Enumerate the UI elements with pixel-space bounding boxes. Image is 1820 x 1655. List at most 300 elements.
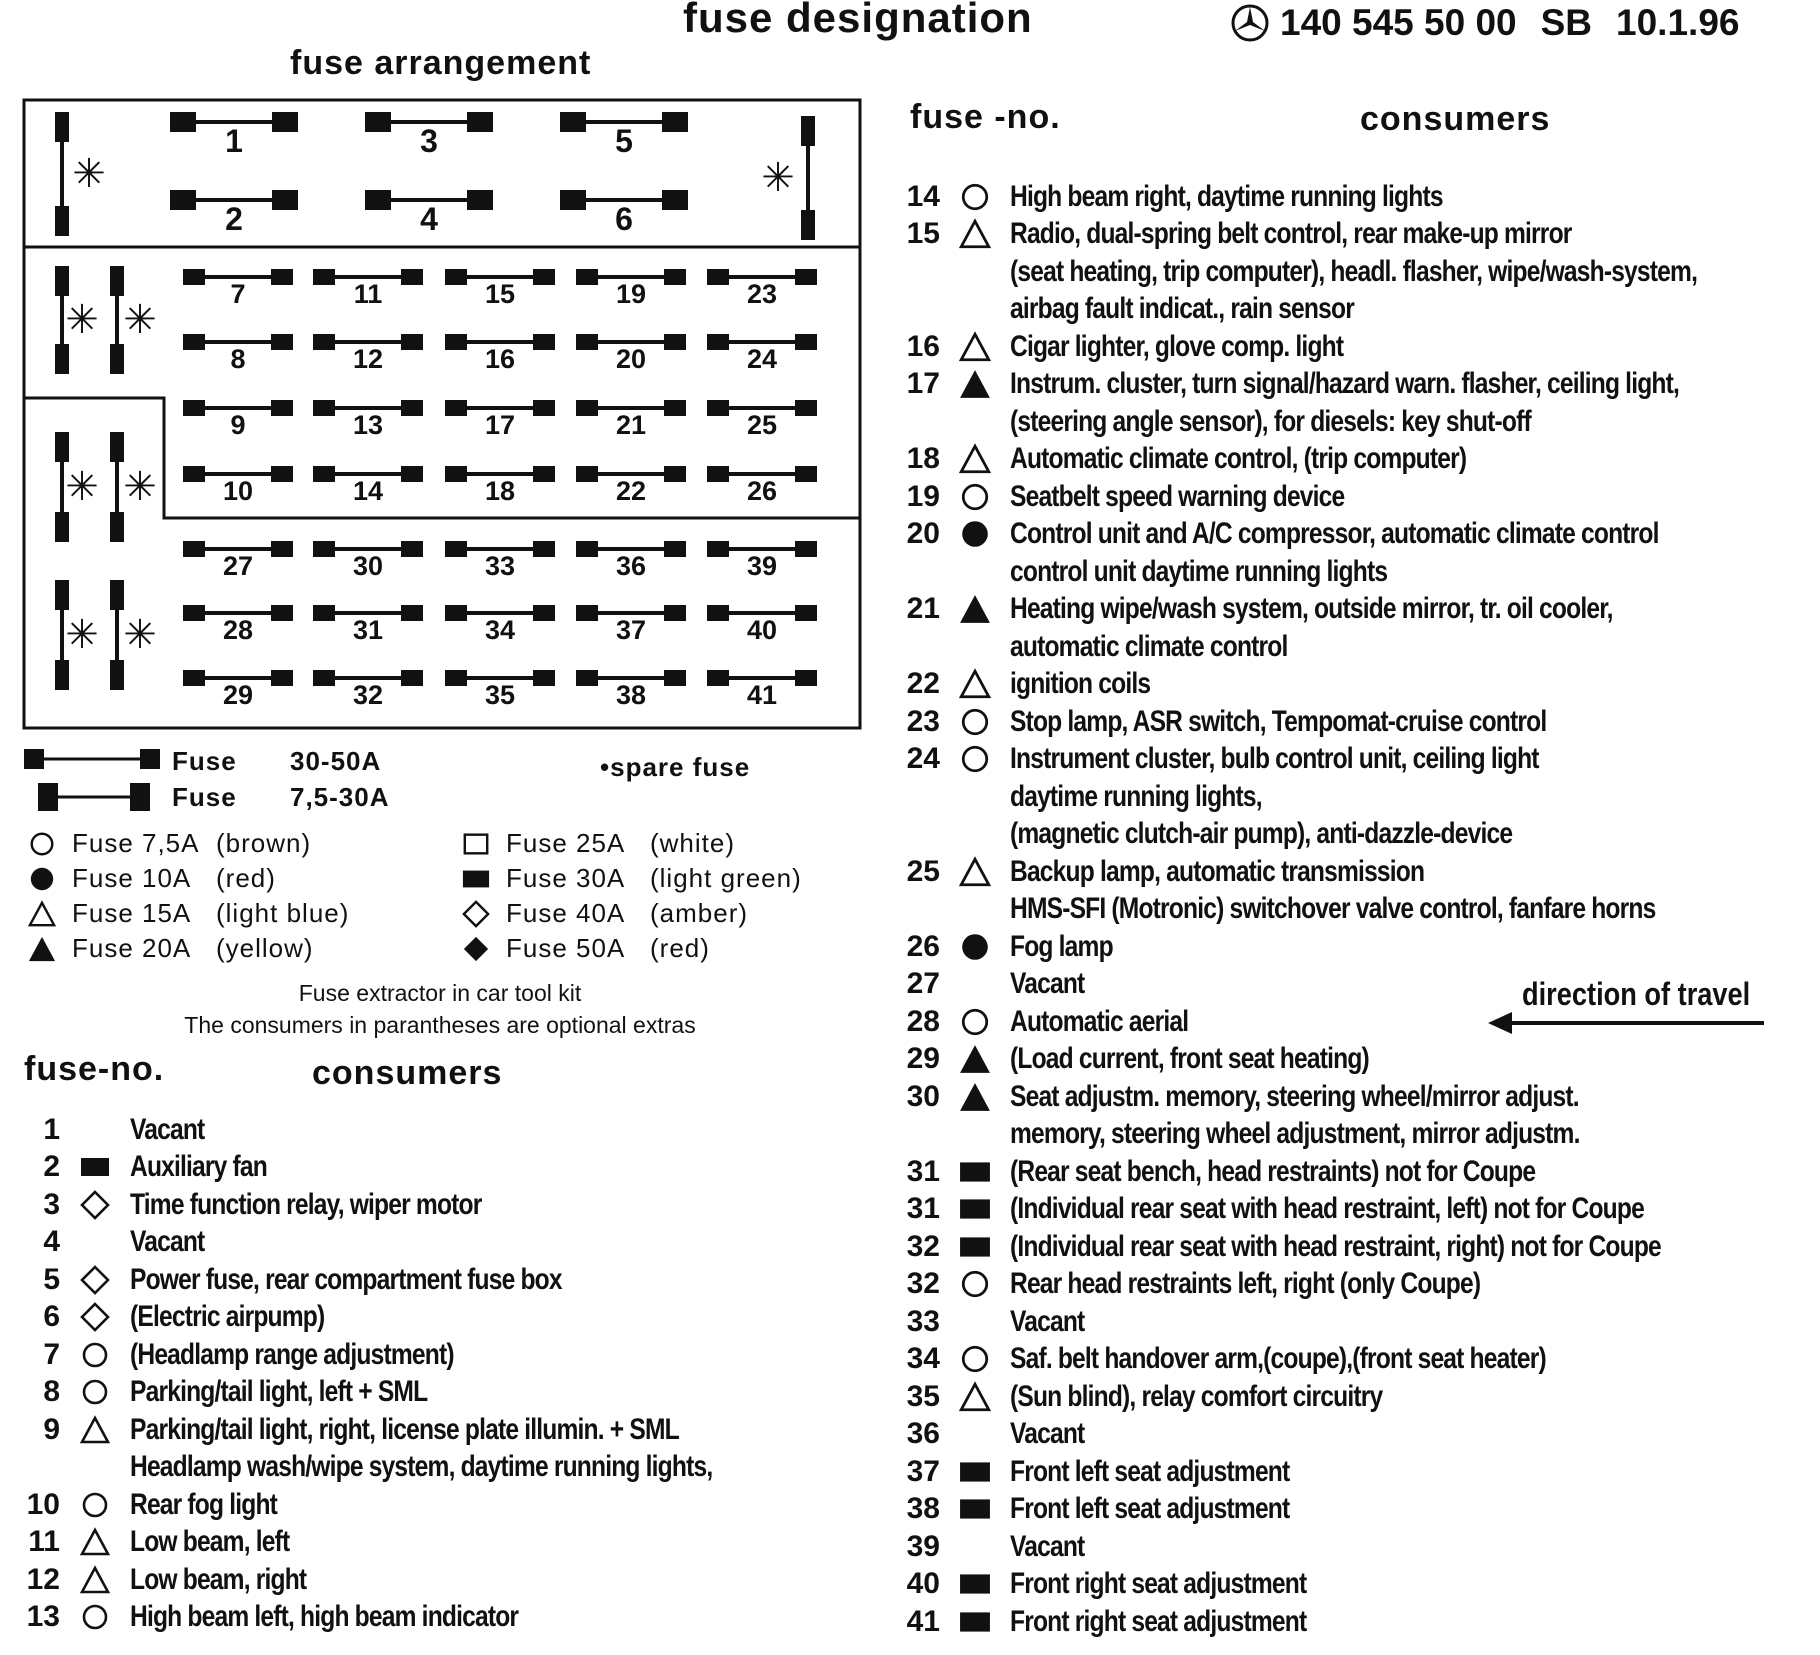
triangle-open-icon (80, 1527, 110, 1557)
list-item (10, 1524, 840, 1562)
fuse-pin (664, 334, 686, 350)
spare-fuse-pin (55, 432, 69, 462)
spare-fuse-pin (801, 210, 815, 240)
consumer-text: daytime running lights, (1010, 779, 1262, 813)
fuse-symbol (940, 1081, 1010, 1113)
fuse-symbol (940, 518, 1010, 550)
fuse-pin (533, 400, 555, 416)
consumer-text: Seat adjustm. memory, steering wheel/mirror adjust. (1010, 1079, 1579, 1113)
fuse-slot-13 (313, 400, 423, 440)
direction-arrow-icon (1486, 1008, 1766, 1038)
fuse-number-3: 3 (420, 123, 438, 159)
fuse-slot-22 (576, 466, 686, 506)
fuse-pin (271, 605, 293, 621)
consumer-text: Parking/tail light, right, license plate illumin. + SML (130, 1412, 679, 1446)
fuse-number-18: 18 (484, 476, 516, 506)
circle-open-icon (80, 1602, 110, 1632)
fuse-pin (183, 541, 205, 557)
fuse-pin (707, 400, 729, 416)
fuse-pin (401, 466, 423, 482)
consumer-text: (Electric airpump) (130, 1300, 325, 1334)
fuse-pin (401, 400, 423, 416)
fuse-slot-2 (170, 190, 298, 237)
consumer-text: Fog lamp (1010, 929, 1113, 963)
consumer-text: ignition coils (1010, 667, 1151, 701)
fuse-pin (795, 541, 817, 557)
fuse-number-33: 33 (484, 551, 516, 581)
fuse-symbol (60, 1265, 130, 1295)
fuse-symbol (60, 1152, 130, 1182)
fuse-symbol (940, 181, 1010, 213)
consumer-text: Seatbelt speed warning device (1010, 479, 1345, 513)
square-filled-icon (80, 1152, 110, 1182)
fuse-slot-21 (576, 400, 686, 440)
spare-fuse-4 (55, 432, 99, 542)
fuse-symbol (60, 1490, 130, 1520)
list-item-continuation (880, 403, 1820, 441)
consumer-text: (magnetic clutch-air pump), anti-dazzle-device (1010, 817, 1513, 851)
list-item (880, 1491, 1820, 1529)
fuse-pin (445, 466, 467, 482)
fuse-pin (576, 670, 598, 686)
consumer-text: Vacant (1010, 967, 1085, 1001)
fuse-slot-14 (313, 466, 423, 506)
fuse-number-16: 16 (484, 344, 516, 374)
fuse-symbol (60, 1565, 130, 1595)
diamond-open-icon (80, 1302, 110, 1332)
fuse-number: 21 (906, 592, 940, 626)
fuse-slot-17 (445, 400, 555, 440)
fuse-symbol (940, 1606, 1010, 1638)
list-item (880, 1566, 1820, 1604)
spare-fuse-1 (761, 116, 815, 240)
fuse-number: 6 (43, 1300, 60, 1334)
fuse-pin (467, 190, 493, 210)
fuse-symbol (940, 1156, 1010, 1188)
fuse-pin (795, 466, 817, 482)
consumer-text: Instrument cluster, bulb control unit, ceiling light (1010, 742, 1539, 776)
page-title: fuse designation (683, 0, 1033, 41)
left-consumers-header: consumers (312, 1054, 503, 1092)
consumer-text: (steering angle sensor), for diesels: key shut-off (1010, 404, 1531, 438)
fuse-pin (401, 670, 423, 686)
diamond-filled-icon (462, 935, 490, 963)
consumer-text: Heating wipe/wash system, outside mirror, tr. oil cooler, (1010, 592, 1613, 626)
consumer-text: Rear head restraints left, right (only Coupe) (1010, 1267, 1481, 1301)
fuse-pin (576, 541, 598, 557)
legend-amp: 10A (142, 863, 192, 893)
fuse-number: 33 (906, 1304, 940, 1338)
fuse-slot-7 (183, 269, 293, 309)
fuse-number: 3 (43, 1187, 60, 1221)
fuse-number: 40 (906, 1567, 940, 1601)
fuse-symbol (940, 668, 1010, 700)
list-item (880, 1153, 1820, 1191)
triangle-open-icon (80, 1415, 110, 1445)
right-fuse-list (880, 178, 1820, 1641)
list-item-continuation (880, 253, 1820, 291)
fuse-pin (576, 269, 598, 285)
fuse-slot-19 (576, 269, 686, 309)
fuse-pin (313, 334, 335, 350)
fuse-pin (445, 400, 467, 416)
fuse-number: 37 (906, 1454, 940, 1488)
legend-label: Fuse (506, 863, 568, 893)
fuse-number: 34 (906, 1342, 940, 1376)
fuse-number-20: 20 (615, 344, 647, 374)
fuse-pin (576, 605, 598, 621)
fuse-slot-40 (707, 605, 817, 645)
fuse-pin (576, 334, 598, 350)
consumer-text: Headlamp wash/wipe system, daytime running lights, (130, 1450, 713, 1484)
fuse-symbol (940, 593, 1010, 625)
fuse-symbol (60, 1377, 130, 1407)
fuse-pin (445, 334, 467, 350)
fuse-number-5: 5 (615, 123, 633, 159)
fuse-slot-6 (560, 190, 688, 237)
fuse-number: 12 (26, 1562, 60, 1596)
fuse-pin (662, 190, 688, 210)
fuse-number: 29 (906, 1042, 940, 1076)
fuse-pin (533, 670, 555, 686)
fuse-slot-16 (445, 334, 555, 374)
spare-fuse-6 (55, 580, 99, 690)
triangle-open-icon (959, 218, 991, 250)
fuse-pin (313, 466, 335, 482)
fuse-number: 30 (906, 1079, 940, 1113)
square-filled-icon (959, 1456, 991, 1488)
legend-label: Fuse (506, 933, 568, 963)
fuse-number-38: 38 (615, 680, 647, 710)
circle-open-icon (959, 706, 991, 738)
fuse-symbol (940, 1343, 1010, 1375)
list-item (880, 666, 1820, 704)
triangle-filled-icon (959, 593, 991, 625)
consumer-text: Time function relay, wiper motor (130, 1187, 482, 1221)
fuse-number-21: 21 (615, 410, 647, 440)
fuse-number-11: 11 (353, 279, 383, 309)
legend-label: Fuse (72, 863, 134, 893)
fuse-pin (533, 466, 555, 482)
list-item (880, 1528, 1820, 1566)
triangle-filled-icon (959, 368, 991, 400)
fuse-number: 32 (906, 1229, 940, 1263)
list-item-continuation (880, 291, 1820, 329)
fuse-pin (183, 334, 205, 350)
spare-fuse-pin (55, 660, 69, 690)
square-filled-icon (462, 865, 490, 893)
fuse-number: 23 (906, 704, 940, 738)
fuse-number-6: 6 (615, 201, 633, 237)
fuse-pin (533, 541, 555, 557)
fuse-pin (533, 605, 555, 621)
list-item (880, 1303, 1820, 1341)
list-item (880, 1416, 1820, 1454)
legend-row (462, 861, 850, 896)
fuse-number-27: 27 (222, 551, 254, 581)
fuse-number-15: 15 (484, 279, 516, 309)
square-filled-icon (959, 1193, 991, 1225)
spare-fuse-pin (55, 512, 69, 542)
list-item (10, 1224, 840, 1262)
fuse-number-34: 34 (484, 615, 516, 645)
fuse-number: 7 (43, 1337, 60, 1371)
fuse-number-28: 28 (222, 615, 254, 645)
fuse-pin (533, 334, 555, 350)
fuse-pin (707, 605, 729, 621)
list-item (10, 1599, 840, 1637)
fuse-number: 25 (906, 854, 940, 888)
circle-open-icon (80, 1490, 110, 1520)
fuse-pin (664, 670, 686, 686)
list-item (10, 1336, 840, 1374)
legend-row (28, 826, 416, 861)
fuse-slot-15 (445, 269, 555, 309)
fuse-number-13: 13 (352, 410, 384, 440)
fuse-slot-37 (576, 605, 686, 645)
fuse-number: 41 (906, 1604, 940, 1638)
fuse-pin (271, 400, 293, 416)
fuse-symbol (940, 1006, 1010, 1038)
fuse-slot-20 (576, 334, 686, 374)
legend-amp: 50A (576, 933, 626, 963)
legend-amp: 15A (142, 898, 192, 928)
consumer-text: airbag fault indicat., rain sensor (1010, 292, 1354, 326)
spare-fuse-pin (55, 266, 69, 296)
fuse-pin (183, 466, 205, 482)
fuse-slot-29 (183, 670, 293, 710)
list-item (880, 366, 1820, 404)
fuse-number-8: 8 (230, 344, 246, 374)
list-item (880, 853, 1820, 891)
fuse-number: 36 (906, 1417, 940, 1451)
fuse-symbol (940, 443, 1010, 475)
consumer-text: Front right seat adjustment (1010, 1604, 1307, 1638)
fuse-pin (401, 269, 423, 285)
circle-open-icon (959, 743, 991, 775)
fuse-pin (271, 269, 293, 285)
fuse-slot-36 (576, 541, 686, 581)
fuse-number: 1 (43, 1112, 60, 1146)
fuse-slot-34 (445, 605, 555, 645)
consumer-text: control unit daytime running lights (1010, 554, 1388, 588)
fuse-pin (365, 190, 391, 210)
fuse-number: 5 (43, 1262, 60, 1296)
consumer-text: Auxiliary fan (130, 1150, 267, 1184)
fuse-symbol (940, 856, 1010, 888)
consumer-text: Front right seat adjustment (1010, 1567, 1307, 1601)
fuse-slot-35 (445, 670, 555, 710)
fuse-pin (664, 466, 686, 482)
fuse-number-17: 17 (484, 410, 516, 440)
list-item (10, 1111, 840, 1149)
legend-label: Fuse (72, 828, 134, 858)
fuse-number: 38 (906, 1492, 940, 1526)
legend-color: (white) (650, 828, 736, 858)
fuse-pin (401, 541, 423, 557)
legend-row (28, 931, 416, 966)
fuse-slot-8 (183, 334, 293, 374)
triangle-open-icon (959, 668, 991, 700)
consumer-text: Saf. belt handover arm,(coupe),(front seat heater) (1010, 1342, 1546, 1376)
legend-left (28, 826, 416, 966)
list-item (880, 1603, 1820, 1641)
fuse-slot-10 (183, 466, 293, 506)
list-item (880, 328, 1820, 366)
fuse-number: 16 (906, 329, 940, 363)
optional-note: The consumers in parantheses are optional extras (184, 1012, 696, 1038)
fuse-pin (170, 190, 196, 210)
fuse-pin (664, 269, 686, 285)
fuse-number: 27 (906, 967, 940, 1001)
spare-fuse-pin (55, 112, 69, 142)
fuse-number-19: 19 (615, 279, 647, 309)
consumer-text: Power fuse, rear compartment fuse box (130, 1262, 562, 1296)
fuse-pin (183, 269, 205, 285)
fuse-slot-23 (707, 269, 817, 309)
circle-filled-icon (28, 865, 56, 893)
legend-fuse-small-rating: 7,5-30A (290, 782, 390, 812)
legend-fuse-big-rating: 30-50A (290, 746, 382, 776)
list-item (880, 1041, 1820, 1079)
legend-fuse-small-label: Fuse (172, 782, 237, 812)
list-item (880, 1341, 1820, 1379)
legend-color: (light blue) (216, 898, 350, 928)
legend-amp: 25A (576, 828, 626, 858)
fuse-pin (707, 269, 729, 285)
fuse-pin (445, 670, 467, 686)
square-filled-icon (959, 1231, 991, 1263)
fuse-number-2: 2 (225, 201, 243, 237)
fuse-symbol (60, 1602, 130, 1632)
spare-fuse-7 (110, 580, 157, 690)
consumer-text: Front left seat adjustment (1010, 1492, 1290, 1526)
fuse-symbol (940, 331, 1010, 363)
triangle-open-icon (28, 900, 56, 928)
fuse-pin (271, 466, 293, 482)
list-item (10, 1411, 840, 1449)
fuse-pin (170, 112, 196, 132)
fuse-pin (662, 112, 688, 132)
fuse-pin (707, 466, 729, 482)
legend-fuse-big-label: Fuse (172, 746, 237, 776)
fuse-pin (313, 670, 335, 686)
legend-amp: 30A (576, 863, 626, 893)
triangle-open-icon (959, 856, 991, 888)
list-item (880, 591, 1820, 629)
fuse-number: 28 (906, 1004, 940, 1038)
consumer-text: Parking/tail light, left + SML (130, 1375, 428, 1409)
spare-fuse-pin (55, 344, 69, 374)
spare-fuse-0 (55, 112, 106, 236)
spare-star-icon: ✳ (65, 465, 99, 509)
legend-row (462, 896, 850, 931)
spare-fuse-3 (110, 266, 157, 374)
fuse-number-41: 41 (746, 680, 778, 710)
square-filled-icon (959, 1606, 991, 1638)
spare-fuse-pin (801, 116, 815, 146)
fuse-number: 15 (906, 217, 940, 251)
circle-open-icon (28, 830, 56, 858)
left-fuse-no-header: fuse-no. (24, 1050, 165, 1088)
fuse-symbol (940, 931, 1010, 963)
fuse-pin (313, 605, 335, 621)
consumer-text: Cigar lighter, glove comp. light (1010, 329, 1344, 363)
fuse-pin (365, 112, 391, 132)
spare-fuse-pin (110, 660, 124, 690)
consumer-text: Rear fog light (130, 1487, 278, 1521)
list-item-continuation (880, 628, 1820, 666)
fuse-number-35: 35 (484, 680, 516, 710)
fuse-slot-27 (183, 541, 293, 581)
legend-spare-fuse: •spare fuse (600, 752, 751, 782)
document-date: 10.1.96 (1616, 2, 1740, 43)
fuse-number-29: 29 (222, 680, 254, 710)
fuse-number: 20 (906, 517, 940, 551)
circle-open-icon (959, 1268, 991, 1300)
consumer-text: (seat heating, trip computer), headl. flasher, wipe/wash-system, (1010, 254, 1698, 288)
consumer-text: Backup lamp, automatic transmission (1010, 854, 1425, 888)
fuse-number: 32 (906, 1267, 940, 1301)
legend-amp: 7,5A (142, 828, 200, 858)
fuse-number-25: 25 (746, 410, 778, 440)
list-item (880, 478, 1820, 516)
fuse-number: 35 (906, 1379, 940, 1413)
fuse-symbol (940, 706, 1010, 738)
fuse-slot-39 (707, 541, 817, 581)
spare-star-icon: ✳ (123, 465, 157, 509)
sb-label: SB (1540, 2, 1593, 43)
list-item (880, 516, 1820, 554)
fuse-pin (313, 269, 335, 285)
list-item (880, 1191, 1820, 1229)
consumer-text: HMS-SFI (Motronic) switchover valve control, fanfare horns (1010, 892, 1656, 926)
list-item (880, 1453, 1820, 1491)
legend-color: (amber) (650, 898, 749, 928)
consumer-text: Stop lamp, ASR switch, Tempomat-cruise control (1010, 704, 1547, 738)
fuse-slot-33 (445, 541, 555, 581)
fuse-slot-3 (365, 112, 493, 159)
spare-fuse-5 (110, 432, 157, 542)
fuse-pin (445, 541, 467, 557)
list-item (10, 1299, 840, 1337)
fuse-pin (707, 670, 729, 686)
fuse-number-22: 22 (615, 476, 647, 506)
fuse-pin (271, 541, 293, 557)
list-item-continuation (880, 1116, 1820, 1154)
consumer-text: Vacant (130, 1112, 205, 1146)
square-filled-icon (959, 1568, 991, 1600)
list-item (10, 1374, 840, 1412)
fuse-slot-28 (183, 605, 293, 645)
spare-star-icon: ✳ (65, 613, 99, 657)
fuse-pin (313, 541, 335, 557)
spare-fuse-pin (110, 512, 124, 542)
list-item (10, 1561, 840, 1599)
fuse-pin (707, 334, 729, 350)
fuse-slot-26 (707, 466, 817, 506)
fuse-number-24: 24 (746, 344, 778, 374)
right-consumers-header: consumers (1360, 100, 1551, 138)
list-item (880, 441, 1820, 479)
fuse-pin (445, 605, 467, 621)
fuse-number: 19 (906, 479, 940, 513)
fuse-symbol (940, 1193, 1010, 1225)
spare-star-icon: ✳ (123, 298, 157, 342)
fuse-number: 31 (906, 1154, 940, 1188)
list-item-continuation (880, 553, 1820, 591)
consumer-text: Vacant (1010, 1529, 1085, 1563)
